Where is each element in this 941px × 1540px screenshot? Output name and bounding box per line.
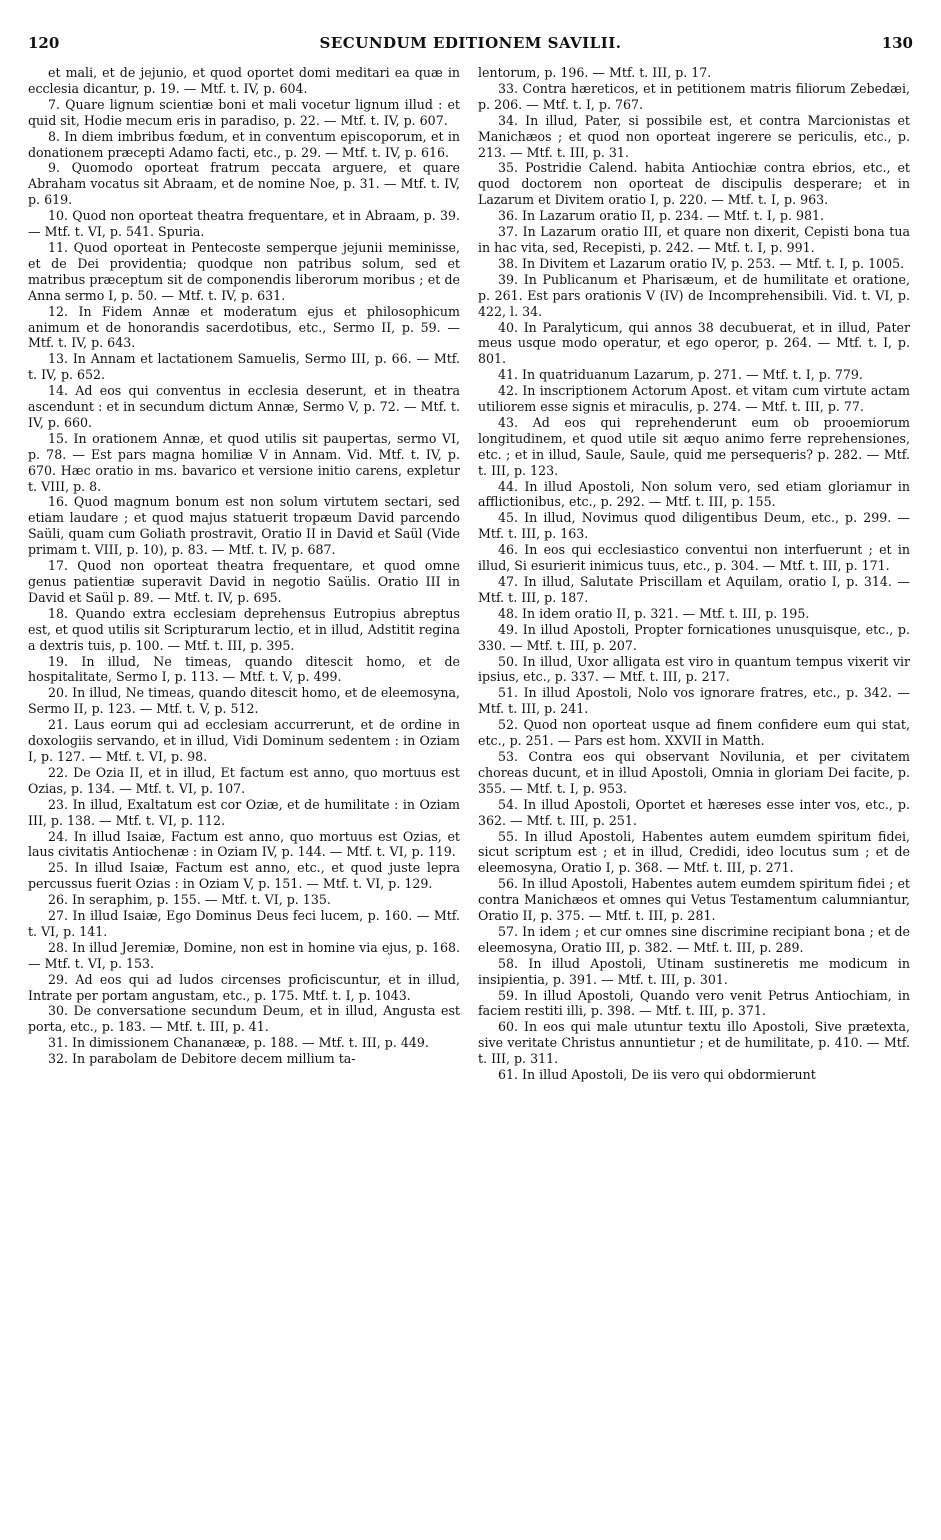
index-entry: 44. In illud Apostoli, Non solum vero, sed etiam gloriamur in afflictionibus, etc., p. 292. — Mtf. t. III, p. 155. <box>478 478 910 510</box>
index-entry: 23. In illud, Exaltatum est cor Oziæ, et de humilitate : in Oziam III, p. 138. — Mtf. t. VI, p. 112. <box>28 796 460 828</box>
index-entry: 42. In inscriptionem Actorum Apost. et vitam cum virtute actam utiliorem esse signis et miraculis, p. 274. — Mtf. t. III, p. 77. <box>478 383 910 415</box>
index-entry: 13. In Annam et lactationem Samuelis, Sermo III, p. 66. — Mtf. t. IV, p. 652. <box>28 351 460 383</box>
index-entry: 50. In illud, Uxor alligata est viro in quantum tempus vixerit vir ipsius, etc., p. 337. — Mtf. t. III, p. 217. <box>478 653 910 685</box>
index-entry: 59. In illud Apostoli, Quando vero venit Petrus Antiochiam, in faciem restiti illi, p. 398. — Mtf. t. III, p. 371. <box>478 987 910 1019</box>
right-column <box>478 65 910 1083</box>
index-entry: 60. In eos qui male utuntur textu illo Apostoli, Sive prætexta, sive veritate Christus annuntietur ; et de humilitate, p. 410. — Mtf. t. III, p. 311. <box>478 1019 910 1067</box>
index-entry: 18. Quando extra ecclesiam deprehensus Eutropius abreptus est, et quod utilis sit Scripturarum lectio, et in illud, Adstitit regina a dextris tuis, p. 100. — Mtf. t. III, p. 395. <box>28 605 460 653</box>
index-entry: et mali, et de jejunio, et quod oportet domi meditari ea quæ in ecclesia dicantur, p. 19. — Mtf. t. IV, p. 604. <box>28 65 460 96</box>
index-entry: 14. Ad eos qui conventus in ecclesia deserunt, et in theatra ascendunt : et in secundum dictum Annæ, Sermo V, p. 72. — Mtf. t. IV, p. 660. <box>28 383 460 430</box>
index-entry: 58. In illud Apostoli, Utinam sustineretis me modicum in insipientia, p. 391. — Mtf. t. III, p. 301. <box>478 955 910 987</box>
index-entry: 21. Laus eorum qui ad ecclesiam accurrerunt, et de ordine in doxologiis servando, et in illud, Vidi Dominum sedentem : in Oziam I, p. 127. — Mtf. t. VI, p. 98. <box>28 717 460 764</box>
index-entry: 56. In illud Apostoli, Habentes autem eumdem spiritum fidei ; et contra Manichæos et omnes qui Vetus Testamentum calumniantur, Oratio II, p. 375. — Mtf. t. III, p. 281. <box>478 876 910 924</box>
index-entry: 52. Quod non oporteat usque ad finem confidere eum qui stat, etc., p. 251. — Pars est hom. XXVII in Matth. <box>478 717 910 749</box>
index-entry: 28. In illud Jeremiæ, Domine, non est in homine via ejus, p. 168. — Mtf. t. VI, p. 153. <box>28 939 460 971</box>
index-entry: 48. In idem oratio II, p. 321. — Mtf. t. III, p. 195. <box>498 605 810 621</box>
page-number-right: 130 <box>881 34 913 52</box>
index-entry: 16. Quod magnum bonum est non solum virtutem sectari, sed etiam laudare ; et quod majus statuerit tropæum David parcendo Saüli, quam cum Goliath prostravit, Oratio II in David et Saül (Vide primam t. VIII, p. 10), p. 83. — Mtf. t. IV, p. 687. <box>28 494 460 558</box>
index-entry: 51. In illud Apostoli, Nolo vos ignorare fratres, etc., p. 342. — Mtf. t. III, p. 241. <box>478 685 910 717</box>
index-entry: 61. In illud Apostoli, De iis vero qui obdormierunt <box>498 1067 816 1083</box>
index-entry: 38. In Divitem et Lazarum oratio IV, p. 253. — Mtf. t. I, p. 1005. <box>498 255 905 271</box>
index-entry: 11. Quod oporteat in Pentecoste semperque jejunii meminisse, et de Dei providentia; quodque non patribus solum, sed et matribus præceptum sit de componendis liberorum moribus ; et de Anna sermo I, p. 50. — Mtf. t. IV, p. 631. <box>28 239 460 303</box>
index-entry: 19. In illud, Ne timeas, quando ditescit homo, et de hospitalitate, Sermo I, p. 113. — Mtf. t. V, p. 499. <box>28 653 460 685</box>
index-entry: 32. In parabolam de Debitore decem millium ta- <box>48 1051 356 1067</box>
index-entry: 15. In orationem Annæ, et quod utilis sit paupertas, sermo VI, p. 78. — Est pars magna homiliæ V in Annam. Vid. Mtf. t. IV, p. 670. Hæc oratio in ms. bavarico et versione initio carens, expletur t. VIII, p. 8. <box>28 430 460 494</box>
index-entry: 10. Quod non oporteat theatra frequentare, et in Abraam, p. 39. — Mtf. t. VI, p. 541. Spuria. <box>28 208 460 240</box>
index-entry: lentorum, p. 196. — Mtf. t. III, p. 17. <box>478 65 712 80</box>
left-column <box>28 65 460 1067</box>
index-entry: 17. Quod non oporteat theatra frequentare, et quod omne genus patientiæ superavit David in negotio Saülis. Oratio III in David et Saül p. 89. — Mtf. t. IV, p. 695. <box>28 558 460 605</box>
index-entry: 36. In Lazarum oratio II, p. 234. — Mtf. t. I, p. 981. <box>498 208 824 224</box>
index-entry: 53. Contra eos qui observant Novilunia, et per civitatem choreas ducunt, et in illud Apostoli, Omnia in gloriam Dei facite, p. 355. — Mtf. t. I, p. 953. <box>478 748 910 796</box>
index-entry: 20. In illud, Ne timeas, quando ditescit homo, et de eleemosyna, Sermo II, p. 123. — Mtf. t. V, p. 512. <box>28 685 460 717</box>
index-entry: 39. In Publicanum et Pharisæum, et de humilitate et oratione, p. 261. Est pars orationis V (IV) de Incomprehensibili. Vid. t. VI, p. 422, l. 34. <box>478 271 910 319</box>
index-entry: 7. Quare lignum scientiæ boni et mali vocetur lignum illud : et quid sit, Hodie mecum eris in paradiso, p. 22. — Mtf. t. IV, p. 607. <box>28 96 460 128</box>
index-entry: 57. In idem ; et cur omnes sine discrimine recipiant bona ; et de eleemosyna, Oratio III, p. 382. — Mtf. t. III, p. 289. <box>478 923 910 955</box>
index-entry: 54. In illud Apostoli, Oportet et hæreses esse inter vos, etc., p. 362. — Mtf. t. III, p. 251. <box>478 796 910 828</box>
index-entry: 22. De Ozia II, et in illud, Et factum est anno, quo mortuus est Ozias, p. 134. — Mtf. t. VI, p. 107. <box>28 764 460 796</box>
running-header <box>28 34 913 58</box>
index-entry: 26. In seraphim, p. 155. — Mtf. t. VI, p. 135. <box>48 892 331 908</box>
index-entry: 34. In illud, Pater, si possibile est, et contra Marcionistas et Manichæos ; et quod non oporteat ingerere se periculis, etc., p. 213. — Mtf. t. III, p. 31. <box>478 112 910 160</box>
index-entry: 12. In Fidem Annæ et moderatum ejus et philosophicum animum et de honorandis sacerdotibus, etc., Sermo II, p. 59. — Mtf. t. IV, p. 643. <box>28 303 460 351</box>
index-entry: 43. Ad eos qui reprehenderunt eum ob prooemiorum longitudinem, et quod utile sit æquo animo ferre reprehensiones, etc. ; et in illud, Saule, Saule, quid me persequeris? p. 282. — Mtf. t. III, p. 123. <box>478 414 910 478</box>
index-entry: 49. In illud Apostoli, Propter fornicationes unusquisque, etc., p. 330. — Mtf. t. III, p. 207. <box>478 621 910 653</box>
index-entry: 29. Ad eos qui ad ludos circenses proficiscuntur, et in illud, Intrate per portam angustam, etc., p. 175. Mtf. t. I, p. 1043. <box>28 971 460 1003</box>
index-entry: 9. Quomodo oporteat fratrum peccata arguere, et quare Abraham vocatus sit Abraam, et de nomine Noe, p. 31. — Mtf. t. IV, p. 619. <box>28 160 460 208</box>
index-entry: 30. De conversatione secundum Deum, et in illud, Angusta est porta, etc., p. 183. — Mtf. t. III, p. 41. <box>28 1003 460 1035</box>
index-entry: 33. Contra hæreticos, et in petitionem matris filiorum Zebedæi, p. 206. — Mtf. t. I, p. 767. <box>478 80 910 112</box>
index-entry: 47. In illud, Salutate Priscillam et Aquilam, oratio I, p. 314. — Mtf. t. III, p. 187. <box>478 574 910 605</box>
index-entry: 31. In dimissionem Chananææ, p. 188. — Mtf. t. III, p. 449. <box>48 1035 429 1051</box>
index-entry: 35. Postridie Calend. habita Antiochiæ contra ebrios, etc., et quod doctorem non oporteat de discipulis desperare; et in Lazarum et Divitem oratio I, p. 220. — Mtf. t. I, p. 963. <box>478 160 910 208</box>
index-entry: 8. In diem imbribus fœdum, et in conventum episcoporum, et in donationem præcepti Adamo facti, etc., p. 29. — Mtf. t. IV, p. 616. <box>28 128 460 160</box>
index-entry: 45. In illud, Novimus quod diligentibus Deum, etc., p. 299. — Mtf. t. III, p. 163. <box>478 510 910 542</box>
index-entry: 46. In eos qui ecclesiastico conventui non interfuerunt ; et in illud, Si esurierit inimicus tuus, etc., p. 304. — Mtf. t. III, p. 171. <box>478 542 910 574</box>
index-entry: 55. In illud Apostoli, Habentes autem eumdem spiritum fidei, sicut scriptum est ; et in illud, Credidi, ideo locutus sum ; et de eleemosyna, Oratio I, p. 368. — Mtf. t. III, p. 271. <box>478 828 910 876</box>
index-entry: 37. In Lazarum oratio III, et quare non dixerit, Cepisti bona tua in hac vita, sed, Recepisti, p. 242. — Mtf. t. I, p. 991. <box>478 224 910 255</box>
index-entry: 40. In Paralyticum, qui annos 38 decubuerat, et in illud, Pater meus usque modo operatur, et ego operor, p. 264. — Mtf. t. I, p. 801. <box>478 319 910 367</box>
running-title: SECUNDUM EDITIONEM SAVILII. <box>319 34 622 52</box>
page-number-left: 120 <box>28 34 60 52</box>
index-entry: 24. In illud Isaiæ, Factum est anno, quo mortuus est Ozias, et laus civitatis Antiochenæ : in Oziam IV, p. 144. — Mtf. t. VI, p. 119. <box>28 828 460 860</box>
index-entry: 25. In illud Isaiæ, Factum est anno, etc., et quod juste lepra percussus fuerit Ozias : in Oziam V, p. 151. — Mtf. t. VI, p. 129. <box>28 860 460 892</box>
index-entry: 27. In illud Isaiæ, Ego Dominus Deus feci lucem, p. 160. — Mtf. t. VI, p. 141. <box>28 908 460 939</box>
index-entry: 41. In quatriduanum Lazarum, p. 271. — Mtf. t. I, p. 779. <box>498 367 863 383</box>
